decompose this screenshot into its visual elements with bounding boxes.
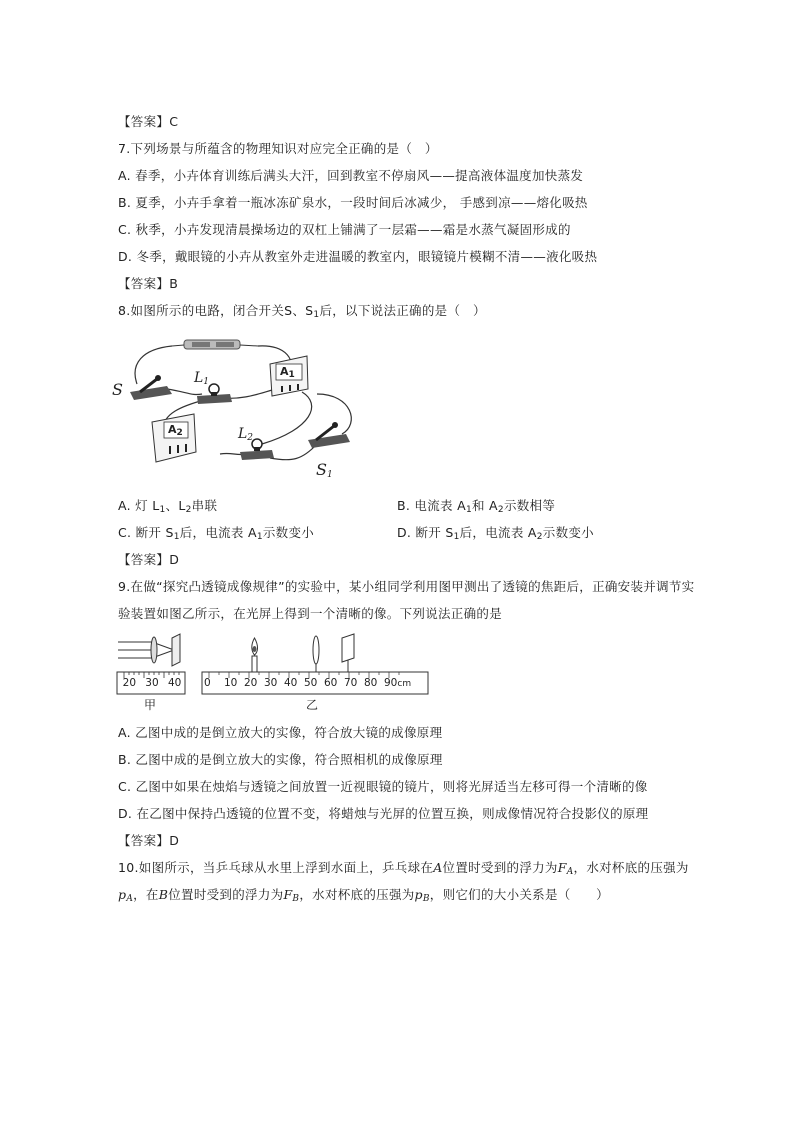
circuit-diagram <box>112 334 362 484</box>
question-8-option-d: D. 断开 $S_1$后，电流表 $A_2$示数变小 <box>397 525 594 542</box>
figure-yi-caption: 乙 <box>306 698 319 712</box>
question-9-option-c: C. 乙图中如果在烛焰与透镜之间放置一近视眼镜的镜片，则将光屏适当左移可得一个清晰的像 <box>118 779 648 794</box>
question-7-option-b: B. 夏季，小卉手拿着一瓶冰冻矿泉水，一段时间后冰减少， 手感到凉——熔化吸热 <box>118 195 588 210</box>
figure-yi <box>200 630 430 712</box>
label-ammeter-a1: $A_1$ <box>280 365 295 380</box>
question-9-option-d: D. 在乙图中保持凸透镜的位置不变，将蜡烛与光屏的位置互换，则成像情况符合投影仪的原理 <box>118 806 649 821</box>
question-7-option-a: A. 春季，小卉体育训练后满头大汗，回到教室不停扇风——提高液体温度加快蒸发 <box>118 168 584 183</box>
question-7-stem: 7.下列场景与所蕴含的物理知识对应完全正确的是（ ） <box>118 141 438 156</box>
question-10-stem-line2: $p_A$，在B位置时受到的浮力为$F_B$，水对杯底的压强为$p_B$，则它们的大小关系是（ ） <box>118 887 609 904</box>
answer-q6: 【答案】C <box>118 114 179 129</box>
answer-q9: 【答案】D <box>118 833 180 848</box>
label-switch-s: S <box>112 380 123 399</box>
label-lamp-l1: $L_1$ <box>194 370 210 387</box>
question-8-stem: 8.如图所示的电路，闭合开关S、$S_1$后，以下说法正确的是（ ） <box>118 303 486 320</box>
question-9-stem-line2: 验装置如图乙所示，在光屏上得到一个清晰的像。下列说法正确的是 <box>118 606 503 621</box>
label-lamp-l2: $L_2$ <box>238 426 254 443</box>
question-8-option-a: A. 灯 $L_1$、$L_2$串联 <box>118 498 218 515</box>
question-8-option-b: B. 电流表 $A_1$和 $A_2$示数相等 <box>397 498 556 515</box>
ruler-yi-ticks: 0 10 20 30 40 50 60 70 80 90cm <box>204 677 412 689</box>
question-9-option-a: A. 乙图中成的是倒立放大的实像，符合放大镜的成像原理 <box>118 725 443 740</box>
figure-jia <box>116 630 188 712</box>
question-10-stem-line1: 10.如图所示，当乒乓球从水里上浮到水面上，乒乓球在A位置时受到的浮力为$F_A$，水对杯底的压强为 <box>118 860 689 877</box>
figure-jia-caption: 甲 <box>144 698 157 712</box>
question-9-option-b: B. 乙图中成的是倒立放大的实像，符合照相机的成像原理 <box>118 752 443 767</box>
label-switch-s1: $S_1$ <box>316 460 333 480</box>
question-7-option-d: D. 冬季，戴眼镜的小卉从教室外走进温暖的教室内，眼镜镜片模糊不清——液化吸热 <box>118 249 598 264</box>
question-7-option-c: C. 秋季，小卉发现清晨操场边的双杠上铺满了一层霜——霜是水蒸气凝固形成的 <box>118 222 571 237</box>
answer-q8: 【答案】D <box>118 552 180 567</box>
question-8-option-c: C. 断开 $S_1$后，电流表 $A_1$示数变小 <box>118 525 315 542</box>
question-9-stem-line1: 9.在做“探究凸透镜成像规律”的实验中，某小组同学利用图甲测出了透镜的焦距后，正确安装并调节实 <box>118 579 695 594</box>
label-ammeter-a2: $A_2$ <box>168 423 183 438</box>
answer-q7: 【答案】B <box>118 276 179 291</box>
ruler-jia-ticks: 20 30 40 <box>122 677 182 689</box>
